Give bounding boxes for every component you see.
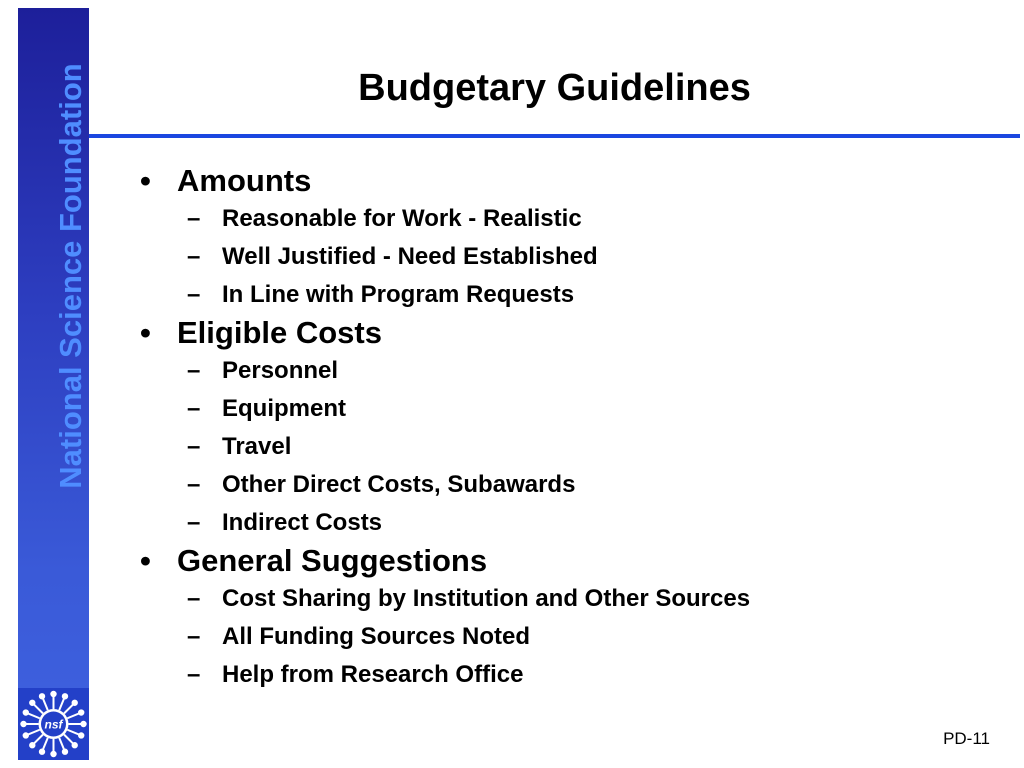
bullet-text: Amounts bbox=[177, 163, 312, 198]
bullet-amounts bbox=[140, 162, 1010, 200]
sub-bullet-mark: – bbox=[187, 433, 201, 460]
sub-bullet-text: Indirect Costs bbox=[222, 509, 383, 536]
sub-bullet bbox=[140, 352, 1010, 390]
nsf-logo-lettering: nsf bbox=[44, 717, 63, 732]
bullet-text: Eligible Costs bbox=[177, 315, 382, 350]
sub-bullet-text: Travel bbox=[222, 433, 292, 460]
sub-bullet-text: Equipment bbox=[222, 395, 346, 422]
sub-bullet bbox=[140, 238, 1010, 276]
sub-bullet-text: Well Justified - Need Established bbox=[222, 243, 598, 270]
bullet-mark: • bbox=[140, 543, 151, 578]
slide-title: Budgetary Guidelines bbox=[358, 67, 751, 109]
sub-bullet-mark: – bbox=[187, 471, 201, 498]
bullet-mark: • bbox=[140, 163, 151, 198]
sub-bullet-mark: – bbox=[187, 281, 201, 308]
sub-bullet bbox=[140, 656, 1010, 694]
sub-bullet bbox=[140, 504, 1010, 542]
sub-bullet-text: Help from Research Office bbox=[222, 661, 524, 688]
sub-bullet-mark: – bbox=[187, 585, 201, 612]
sub-bullet bbox=[140, 200, 1010, 238]
page-number: PD-11 bbox=[943, 729, 990, 748]
sub-bullet bbox=[140, 428, 1010, 466]
sub-bullet-mark: – bbox=[187, 623, 201, 650]
sub-bullet-mark: – bbox=[187, 357, 201, 384]
bullet-general-suggestions bbox=[140, 542, 1010, 580]
bullet-mark: • bbox=[140, 315, 151, 350]
sub-bullet-text: In Line with Program Requests bbox=[222, 281, 575, 308]
sub-bullet-mark: – bbox=[187, 509, 201, 536]
sub-bullet-text: Reasonable for Work - Realistic bbox=[222, 205, 582, 232]
sub-bullet bbox=[140, 390, 1010, 428]
sub-bullet bbox=[140, 580, 1010, 618]
bullet-text: General Suggestions bbox=[177, 543, 488, 578]
title-divider bbox=[89, 134, 1020, 138]
sub-bullet bbox=[140, 276, 1010, 314]
sub-bullet-text: All Funding Sources Noted bbox=[222, 623, 531, 650]
nsf-logo bbox=[18, 688, 89, 760]
sub-bullet-mark: – bbox=[187, 243, 201, 270]
sub-bullet-mark: – bbox=[187, 205, 201, 232]
sub-bullet-text: Cost Sharing by Institution and Other Sources bbox=[222, 585, 751, 612]
nsf-logo-icon bbox=[18, 688, 89, 760]
sub-bullet-mark: – bbox=[187, 661, 201, 688]
bullet-eligible-costs bbox=[140, 314, 1010, 352]
sub-bullet-text: Other Direct Costs, Subawards bbox=[222, 471, 576, 498]
sidebar-organization-name: National Science Foundation bbox=[53, 63, 88, 489]
bullet-list bbox=[140, 162, 1010, 694]
sub-bullet-mark: – bbox=[187, 395, 201, 422]
sub-bullet bbox=[140, 466, 1010, 504]
sub-bullet bbox=[140, 618, 1010, 656]
sidebar-band bbox=[18, 8, 89, 760]
sub-bullet-text: Personnel bbox=[222, 357, 339, 384]
